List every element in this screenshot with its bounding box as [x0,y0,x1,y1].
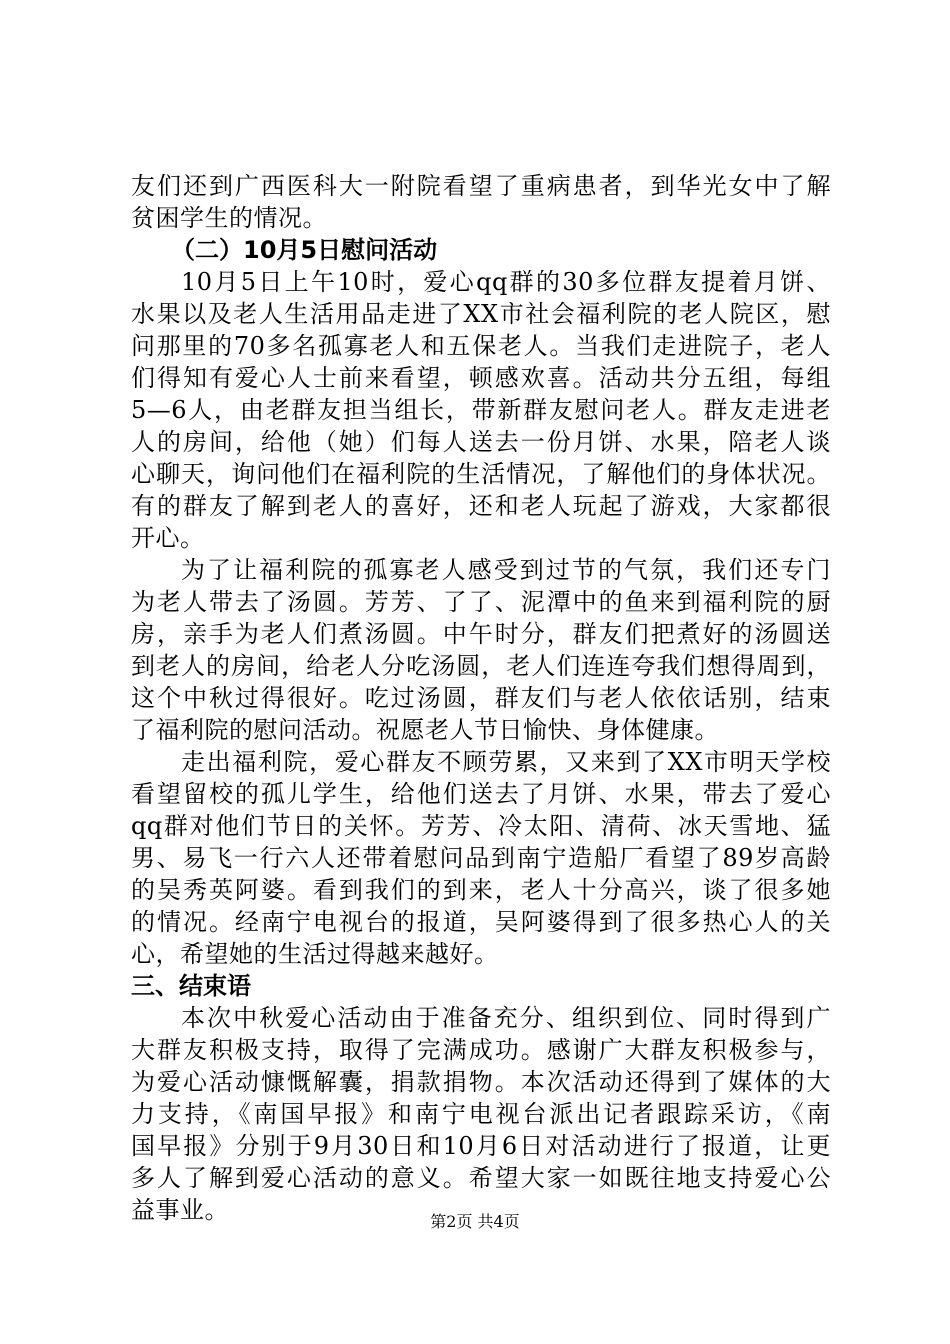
paragraph-conclusion [131,1002,831,1226]
text-line: 多人了解到爱心活动的意义。希望大家一如既往地支持爱心公 [131,1164,831,1192]
text-line: 本次中秋爱心活动由于准备充分、组织到位、同时得到广 [181,1004,831,1032]
text-line: 男、易飞一行六人还带着慰问品到南宁造船厂看望了89岁高龄 [131,844,831,872]
section-heading-visit: （二）10月5日慰问活动 [171,236,438,264]
text-line: 贫困学生的情况。 [131,204,327,232]
paragraph-continued [131,170,831,234]
paragraph-school-visit [131,746,831,970]
text-line: 看望留校的孤儿学生，给他们送去了月饼、水果，带去了爱心 [131,780,831,808]
text-line: 房，亲手为老人们煮汤圆。中午时分，群友们把煮好的汤圆送 [131,620,831,648]
text-line: 开心。 [131,524,205,552]
text-line: 心聊天，询问他们在福利院的生活情况，了解他们的身体状况。 [131,460,831,488]
text-line: 了福利院的慰问活动。祝愿老人节日愉快、身体健康。 [131,716,719,744]
text-line: 心，希望她的生活过得越来越好。 [131,940,499,968]
text-line: 到老人的房间，给老人分吃汤圆，老人们连连夸我们想得周到， [131,652,831,680]
text-line: 10月5日上午10时，爱心qq群的30多位群友提着月饼、 [181,268,831,296]
text-line: 为了让福利院的孤寡老人感受到过节的气氛，我们还专门 [181,556,831,584]
text-line: 大群友积极支持，取得了完满成功。感谢广大群友积极参与， [131,1036,831,1064]
text-line: 5—6人，由老群友担当组长，带新群友慰问老人。群友走进老 [131,396,831,424]
section-heading-conclusion: 三、结束语 [131,972,251,1000]
paragraph-tangyuan [131,554,831,746]
text-line: 这个中秋过得很好。吃过汤圆，群友们与老人依依话别，结束 [131,684,831,712]
text-line: 问那里的70多名孤寡老人和五保老人。当我们走进院子，老人 [131,332,831,360]
text-line: 水果以及老人生活用品走进了XX市社会福利院的老人院区，慰 [131,300,831,328]
text-line: 的吴秀英阿婆。看到我们的到来，老人十分高兴，谈了很多她 [131,876,831,904]
text-line: 力支持，《南国早报》和南宁电视台派出记者跟踪采访，《南 [131,1100,831,1128]
text-line: qq群对他们节日的关怀。芳芳、冷太阳、清荷、冰天雪地、猛 [131,812,831,840]
text-line: 国早报》分别于9月30日和10月6日对活动进行了报道，让更 [131,1132,831,1160]
text-line: 益事业。 [131,1196,229,1224]
text-line: 有的群友了解到老人的喜好，还和老人玩起了游戏，大家都很 [131,492,831,520]
document-body [131,170,831,1226]
text-line: 走出福利院，爱心群友不顾劳累，又来到了XX市明天学校 [181,748,831,776]
text-line: 们得知有爱心人士前来看望，顿感欢喜。活动共分五组，每组 [131,364,831,392]
text-line: 为老人带去了汤圆。芳芳、了了、泥潭中的鱼来到福利院的厨 [131,588,831,616]
text-line: 友们还到广西医科大一附院看望了重病患者，到华光女中了解 [131,172,831,200]
text-line: 人的房间，给他（她）们每人送去一份月饼、水果，陪老人谈 [131,428,831,456]
page-footer: 第2页 共4页 [430,1212,520,1231]
paragraph-visit-activity [131,266,831,554]
text-line: 为爱心活动慷慨解囊，捐款捐物。本次活动还得到了媒体的大 [131,1068,831,1096]
text-line: 的情况。经南宁电视台的报道，吴阿婆得到了很多热心人的关 [131,908,831,936]
